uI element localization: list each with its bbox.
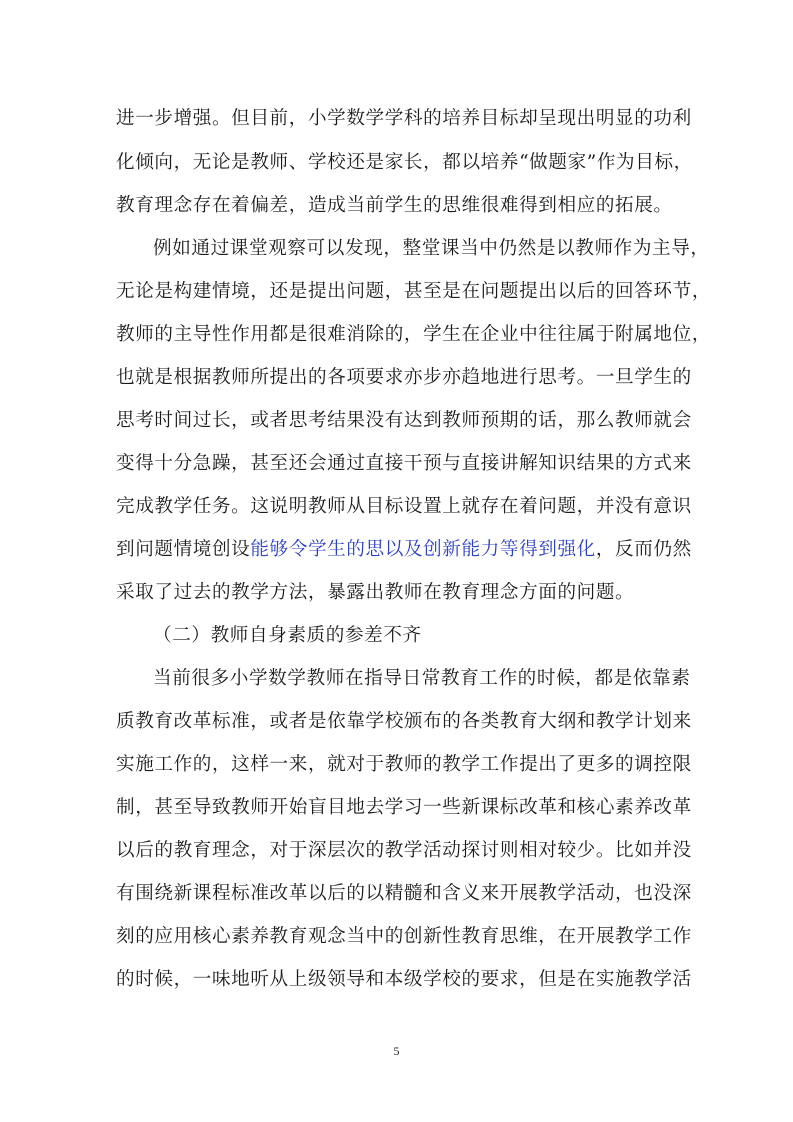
line-text: ，反而仍然 <box>595 539 692 560</box>
paragraph-line-with-highlight <box>116 537 692 563</box>
paragraph-line: 思考时间过长，或者思考结果没有达到教师预期的话，那么教师就会 <box>116 410 692 431</box>
paragraph-line: 刻的应用核心素养教育观念当中的创新性教育思维，在开展教学工作 <box>116 926 692 947</box>
paragraph-line: 质教育改革标准，或者是依靠学校颁布的各类教育大纲和教学计划来 <box>116 711 692 732</box>
section-heading: （二）教师自身素质的参差不齐 <box>153 625 422 646</box>
highlighted-text: 能够令学生的思以及创新能力等得到强化 <box>250 539 596 560</box>
paragraph-line: 无论是构建情境，还是提出问题，甚至是在问题提出以后的回答环节， <box>116 281 712 302</box>
paragraph-line: 制，甚至导致教师开始盲目地去学习一些新课标改革和核心素养改革 <box>116 797 692 818</box>
paragraph-line: 实施工作的，这样一来，就对于教师的教学工作提出了更多的调控限 <box>116 754 692 775</box>
paragraph-line: 进一步增强。但目前，小学数学学科的培养目标却呈现出明显的功利 <box>116 108 692 129</box>
paragraph-line: 也就是根据教师所提出的各项要求亦步亦趋地进行思考。一旦学生的 <box>116 367 692 388</box>
paragraph-line: 有围绕新课程标准改革以后的以精髓和含义来开展教学活动，也没深 <box>116 883 692 904</box>
paragraph-line: 采取了过去的教学方法，暴露出教师在教育理念方面的问题。 <box>116 582 635 603</box>
paragraph-line: 化倾向，无论是教师、学校还是家长，都以培养“做题家”作为目标， <box>116 152 693 173</box>
line-text: 到问题情境创设 <box>116 539 251 560</box>
paragraph-line: 变得十分急躁，甚至还会通过直接干预与直接讲解知识结果的方式来 <box>116 453 692 474</box>
paragraph-line: 例如通过课堂观察可以发现，整堂课当中仍然是以教师作为主导， <box>153 238 710 259</box>
paragraph-line: 教师的主导性作用都是很难消除的，学生在企业中往往属于附属地位， <box>116 324 712 345</box>
paragraph-line: 教育理念存在着偏差，造成当前学生的思维很难得到相应的拓展。 <box>116 195 673 216</box>
page-number: 5 <box>393 1044 400 1058</box>
paragraph-line: 当前很多小学数学教师在指导日常教育工作的时候，都是依靠素 <box>153 668 691 689</box>
paragraph-line: 的时候，一味地听从上级领导和本级学校的要求，但是在实施教学活 <box>116 969 692 990</box>
paragraph-line: 完成教学任务。这说明教师从目标设置上就存在着问题，并没有意识 <box>116 496 692 517</box>
paragraph-line: 以后的教育理念，对于深层次的教学活动探讨则相对较少。比如并没 <box>116 840 692 861</box>
